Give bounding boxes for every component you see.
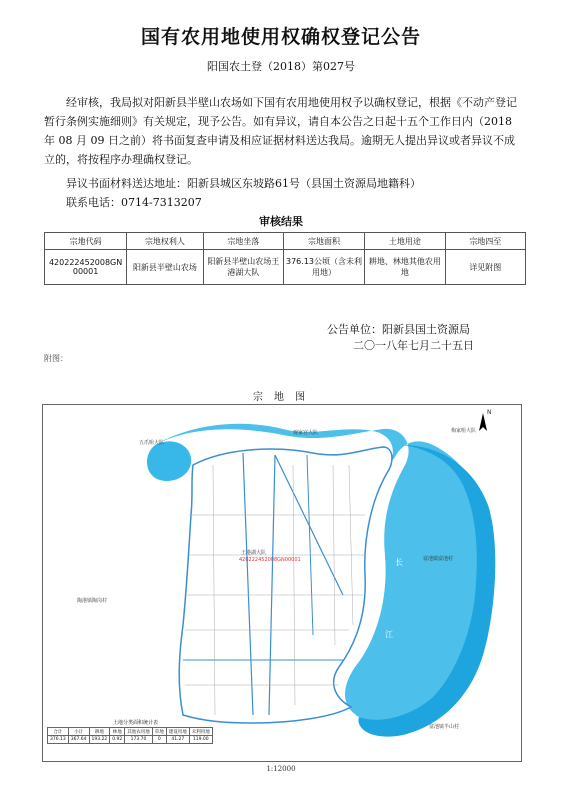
page-title: 国有农用地使用权确权登记公告 <box>140 26 421 48</box>
table-cell: 367.64 <box>68 736 89 744</box>
table-cell: 其他农用地 <box>125 728 153 736</box>
table-row <box>48 728 213 736</box>
map-label: 梅家咀大队 <box>451 428 477 434</box>
document-number: 阳国农土登（2018）第027号 <box>207 60 355 73</box>
parcel-map-drawing <box>43 405 521 761</box>
table-cell: 阳新县半壁山农场王港湖大队 <box>203 250 283 285</box>
map-label: 观家宫大队 <box>293 430 319 436</box>
map-scale: 1:12000 <box>266 765 296 773</box>
land-stats-table <box>47 727 213 744</box>
column-header: 宗地面积 <box>283 233 364 250</box>
column-header: 宗地四至 <box>445 233 525 250</box>
table-cell: 193.22 <box>89 736 110 744</box>
table-cell: 耕地、林地其他农用地 <box>365 250 446 285</box>
phone-line: 联系电话：0714-7313207 <box>66 196 202 209</box>
issue-date: 二〇一八年七月二十五日 <box>353 339 474 352</box>
column-header: 宗地代码 <box>45 233 127 250</box>
table-row <box>45 250 526 285</box>
table-cell: 耕地 <box>89 728 110 736</box>
north-label: N <box>487 409 492 416</box>
table-cell: 林地 <box>110 728 125 736</box>
river-label: 长 <box>395 558 403 567</box>
map-label: 陶港镇陶岗村 <box>77 598 108 604</box>
table-cell: 376.13 <box>48 736 69 744</box>
table-cell: 未利用地 <box>189 728 212 736</box>
column-header: 宗地权利人 <box>127 233 203 250</box>
table-cell: 173.70 <box>125 736 153 744</box>
stats-caption: 土地分类面积统计表 <box>113 720 159 726</box>
parcel-map <box>42 404 522 762</box>
column-header: 宗地坐落 <box>203 233 283 250</box>
map-title: 宗 地 图 <box>252 392 310 403</box>
table-cell: 阳新县半壁山农场 <box>127 250 203 285</box>
river-label: 江 <box>385 630 393 639</box>
review-result-table <box>44 232 526 285</box>
table-cell: 119.00 <box>189 736 212 744</box>
table-cell: 376.13公顷（含未利用地） <box>283 250 364 285</box>
table-cell: 建设用地 <box>166 728 189 736</box>
table-cell: 详见附图 <box>445 250 525 285</box>
issuing-unit: 公告单位：阳新县国土资源局 <box>327 323 470 336</box>
map-label: 富池镇半山村 <box>429 724 460 730</box>
contact-block <box>66 174 421 212</box>
table-cell: 41.27 <box>166 736 189 744</box>
attachment-label: 附图： <box>44 354 68 363</box>
address-line: 异议书面材料送达地址：阳新县城区东坡路61号（县国土资源局地籍科） <box>66 177 421 190</box>
parcel-code-label: 420222452008GN00001 <box>239 557 301 563</box>
map-label: 富池镇富池村 <box>423 556 454 562</box>
map-label: 王港湖大队 <box>241 550 267 556</box>
table-cell: 小计 <box>68 728 89 736</box>
table-cell: 草地 <box>152 728 166 736</box>
announcement-paragraph: 经审核，我局拟对阳新县半壁山农场如下国有农用地使用权予以确权登记，根据《不动产登记暂行条例实施细则》有关规定，现予公告。如有异议，请自本公告之日起十五个工作日内（2018年 08 月 09 日之前）将书面复查申请及相应证据材料送达我局。逾期无人提出异议或者异议不成立的，将按程序办理确权登记。 <box>44 96 517 166</box>
table-cell: 0.92 <box>110 736 125 744</box>
table-cell: 420222452008GN00001 <box>45 250 127 285</box>
table-row <box>48 736 213 744</box>
review-result-title: 审核结果 <box>259 215 303 228</box>
map-label: 五爪咀大队 <box>139 440 165 446</box>
table-header-row <box>45 233 526 250</box>
table-cell: 合计 <box>48 728 69 736</box>
table-cell: 0 <box>152 736 166 744</box>
column-header: 土地用途 <box>365 233 446 250</box>
